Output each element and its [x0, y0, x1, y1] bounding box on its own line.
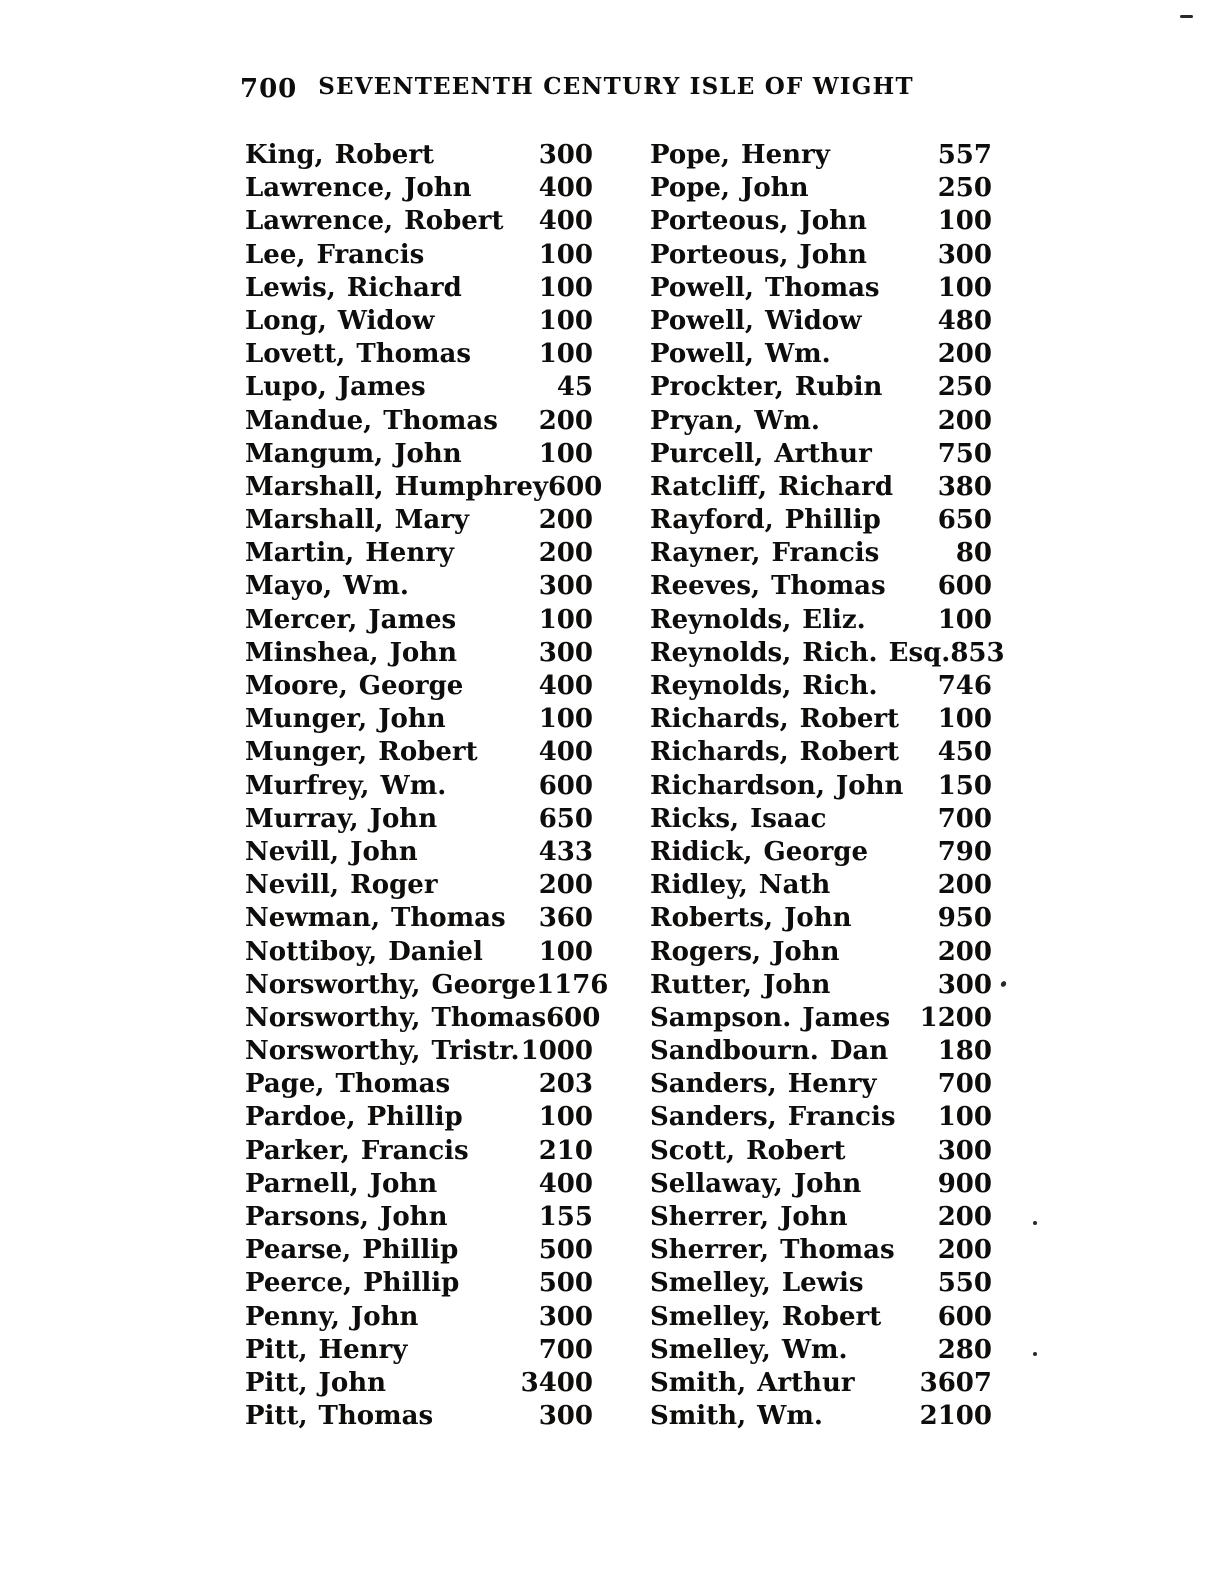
person-value: 200: [538, 538, 593, 569]
person-value: 500: [538, 1235, 593, 1266]
person-name: Nottiboy, Daniel: [245, 936, 483, 967]
person-name: Smelley, Wm.: [650, 1334, 848, 1365]
person-name: Ridick, George: [650, 836, 868, 867]
person-name: Newman, Thomas: [245, 903, 506, 934]
person-name: Pitt, Thomas: [245, 1401, 434, 1432]
table-row: [650, 637, 1005, 670]
person-value: 210: [538, 1135, 593, 1166]
table-row: [245, 1267, 593, 1300]
table-row: [650, 1234, 992, 1267]
person-value: 300: [937, 969, 992, 1000]
person-value: 100: [937, 704, 992, 735]
person-value: 200: [937, 405, 992, 436]
person-name: Porteous, John: [650, 239, 867, 270]
page-title: SEVENTEENTH CENTURY ISLE OF WIGHT: [318, 73, 914, 100]
table-row: [650, 438, 992, 471]
person-value: 2100: [919, 1401, 992, 1432]
person-name: Rutter, John: [650, 969, 831, 1000]
table-row: [650, 405, 992, 438]
person-value: 400: [538, 206, 593, 237]
person-value: 700: [937, 803, 992, 834]
table-row: [245, 1234, 593, 1267]
person-name: Lovett, Thomas: [245, 339, 471, 370]
person-name: Murfrey, Wm.: [245, 770, 447, 801]
table-row: [245, 1201, 593, 1234]
person-value: 280: [937, 1334, 992, 1365]
person-name: Smith, Arthur: [650, 1367, 855, 1398]
person-value: 500: [538, 1268, 593, 1299]
table-row: [245, 1135, 593, 1168]
person-value: 1000: [520, 1036, 593, 1067]
person-name: Roberts, John: [650, 903, 852, 934]
person-value: 100: [538, 1102, 593, 1133]
person-name: Smith, Wm.: [650, 1401, 823, 1432]
table-row: [650, 936, 992, 969]
person-value: 250: [937, 173, 992, 204]
person-name: Powell, Widow: [650, 305, 862, 336]
person-name: Pardoe, Phillip: [245, 1102, 463, 1133]
table-row: [245, 438, 593, 471]
table-row: [650, 1201, 992, 1234]
person-value: 300: [538, 571, 593, 602]
person-value: 100: [538, 936, 593, 967]
person-name: Murray, John: [245, 803, 438, 834]
person-name: Page, Thomas: [245, 1069, 451, 1100]
person-value: 557: [937, 140, 992, 170]
person-value: 360: [538, 903, 593, 934]
person-name: Lewis, Richard: [245, 272, 462, 303]
person-name: Nevill, Roger: [245, 870, 438, 901]
person-name: Mangum, John: [245, 438, 462, 469]
table-row: [245, 1068, 593, 1101]
table-row: [650, 803, 992, 836]
scan-artifact-dash: [1180, 15, 1193, 18]
table-row: [650, 272, 992, 305]
person-value: 950: [937, 903, 992, 934]
person-value: 200: [937, 1235, 992, 1266]
table-row: [245, 570, 593, 603]
person-name: Sherrer, Thomas: [650, 1235, 895, 1266]
table-row: [650, 902, 992, 935]
person-name: Parker, Francis: [245, 1135, 469, 1166]
person-value: 853: [950, 637, 1005, 668]
scan-artifact-speck: [1000, 980, 1008, 988]
table-row: [245, 1168, 593, 1201]
table-row: [650, 836, 992, 869]
person-name: Lawrence, John: [245, 173, 472, 204]
table-row: [650, 570, 992, 603]
table-row: [245, 371, 593, 404]
table-row: [650, 703, 992, 736]
person-name: Lee, Francis: [245, 239, 425, 270]
person-name: Parsons, John: [245, 1202, 448, 1232]
person-name: Parnell, John: [245, 1168, 438, 1199]
table-row: [245, 172, 593, 205]
table-row: [245, 1301, 593, 1334]
person-name: Reeves, Thomas: [650, 571, 886, 602]
table-row: [245, 1367, 593, 1400]
person-value: 100: [538, 339, 593, 370]
table-row: [245, 604, 593, 637]
table-row: [650, 1002, 992, 1035]
person-name: Richards, Robert: [650, 737, 900, 768]
person-name: Porteous, John: [650, 206, 867, 237]
table-row: [650, 504, 992, 537]
person-value: 600: [937, 571, 992, 602]
person-value: 100: [937, 206, 992, 237]
table-row: [650, 736, 992, 769]
table-row: [245, 902, 593, 935]
table-row: [245, 305, 593, 338]
table-row: [650, 1367, 992, 1400]
person-name: Penny, John: [245, 1301, 419, 1332]
person-value: 300: [538, 637, 593, 668]
table-row: [245, 1101, 593, 1134]
table-row: [650, 770, 992, 803]
table-row: [245, 205, 593, 238]
table-row: [650, 1334, 992, 1367]
person-name: Ridley, Nath: [650, 870, 831, 901]
person-name: Powell, Wm.: [650, 339, 831, 370]
person-value: 100: [538, 272, 593, 303]
table-row: [245, 770, 593, 803]
person-name: Moore, George: [245, 671, 464, 701]
person-value: 300: [937, 239, 992, 270]
table-row: [245, 338, 593, 371]
person-value: 600: [538, 770, 593, 801]
person-name: Smelley, Lewis: [650, 1268, 864, 1299]
person-value: 100: [538, 239, 593, 270]
person-name: King, Robert: [245, 140, 435, 170]
person-value: 200: [937, 936, 992, 967]
person-name: Rayford, Phillip: [650, 505, 881, 536]
person-value: 200: [937, 339, 992, 370]
table-row: [650, 969, 992, 1002]
table-row: [650, 1035, 992, 1068]
person-value: 3400: [520, 1367, 593, 1398]
person-value: 450: [937, 737, 992, 768]
person-name: Pryan, Wm.: [650, 405, 820, 436]
person-value: 100: [538, 604, 593, 635]
person-name: Rogers, John: [650, 936, 840, 967]
person-name: Pope, Henry: [650, 140, 830, 170]
person-name: Pearse, Phillip: [245, 1235, 459, 1266]
table-row: [650, 338, 992, 371]
person-value: 100: [538, 438, 593, 469]
person-value: 400: [538, 173, 593, 204]
scan-artifact-speck: [1033, 1352, 1037, 1356]
person-name: Reynolds, Rich. Esq.: [650, 637, 951, 668]
person-name: Long, Widow: [245, 305, 435, 336]
table-row: [650, 670, 992, 703]
table-row: [650, 205, 992, 238]
person-name: Ricks, Isaac: [650, 803, 827, 834]
table-row: [245, 272, 593, 305]
person-name: Prockter, Rubin: [650, 372, 883, 403]
page-header: [240, 70, 992, 104]
person-value: 203: [538, 1069, 593, 1100]
person-name: Mayo, Wm.: [245, 571, 409, 602]
person-name: Reynolds, Rich.: [650, 671, 878, 701]
person-name: Ratcliff, Richard: [650, 471, 894, 502]
person-value: 100: [538, 305, 593, 336]
person-value: 400: [538, 737, 593, 768]
person-value: 200: [937, 870, 992, 901]
left-column: [245, 139, 609, 1433]
table-row: [650, 1135, 992, 1168]
person-value: 180: [937, 1036, 992, 1067]
person-name: Marshall, Humphrey: [245, 471, 548, 502]
table-row: [650, 139, 992, 172]
person-value: 100: [937, 1102, 992, 1133]
person-name: Sanders, Henry: [650, 1069, 877, 1100]
table-row: [245, 703, 593, 736]
table-row: [245, 670, 593, 703]
table-row: [245, 537, 593, 570]
page-number: 700: [240, 74, 298, 104]
person-value: 746: [937, 671, 992, 701]
table-row: [245, 1002, 601, 1035]
table-row: [650, 1168, 992, 1201]
person-name: Powell, Thomas: [650, 272, 880, 303]
person-name: Lawrence, Robert: [245, 206, 504, 237]
person-value: 3607: [919, 1367, 992, 1398]
person-name: Nevill, John: [245, 836, 418, 867]
person-name: Sandbourn. Dan: [650, 1036, 889, 1067]
table-row: [245, 1400, 593, 1433]
person-name: Sampson. James: [650, 1002, 891, 1033]
person-name: Smelley, Robert: [650, 1301, 882, 1332]
person-value: 380: [937, 471, 992, 502]
person-value: 600: [937, 1301, 992, 1332]
person-value: 250: [937, 372, 992, 403]
person-value: 650: [538, 803, 593, 834]
person-value: 700: [538, 1334, 593, 1365]
person-value: 300: [937, 1135, 992, 1166]
person-value: 900: [937, 1168, 992, 1199]
person-value: 155: [538, 1202, 593, 1232]
person-value: 150: [937, 770, 992, 801]
table-row: [245, 803, 593, 836]
person-name: Richardson, John: [650, 770, 904, 801]
table-row: [650, 1400, 992, 1433]
person-value: 790: [937, 836, 992, 867]
person-name: Richards, Robert: [650, 704, 900, 735]
person-name: Mercer, James: [245, 604, 457, 635]
person-name: Norsworthy, George: [245, 969, 537, 1000]
person-name: Munger, Robert: [245, 737, 478, 768]
person-value: 600: [546, 1002, 601, 1033]
table-row: [245, 869, 593, 902]
table-row: [650, 1267, 992, 1300]
tithables-table: [245, 139, 1005, 1433]
table-row: [245, 139, 593, 172]
table-row: [245, 471, 603, 504]
person-value: 200: [937, 1202, 992, 1232]
person-value: 300: [538, 140, 593, 170]
person-name: Sellaway, John: [650, 1168, 862, 1199]
person-value: 750: [937, 438, 992, 469]
person-name: Reynolds, Eliz.: [650, 604, 866, 635]
person-name: Pitt, John: [245, 1367, 387, 1398]
person-value: 300: [538, 1401, 593, 1432]
person-name: Norsworthy, Thomas: [245, 1002, 547, 1033]
person-name: Munger, John: [245, 704, 446, 735]
table-row: [245, 504, 593, 537]
table-row: [650, 869, 992, 902]
person-value: 400: [538, 1168, 593, 1199]
person-value: 550: [937, 1268, 992, 1299]
person-name: Scott, Robert: [650, 1135, 846, 1166]
person-value: 480: [937, 305, 992, 336]
person-value: 433: [538, 836, 593, 867]
person-name: Sanders, Francis: [650, 1102, 896, 1133]
table-row: [245, 836, 593, 869]
table-row: [650, 1101, 992, 1134]
table-row: [650, 471, 992, 504]
person-name: Sherrer, John: [650, 1202, 848, 1232]
person-value: 80: [955, 538, 992, 569]
person-value: 100: [538, 704, 593, 735]
person-value: 600: [547, 471, 603, 502]
person-value: 200: [538, 870, 593, 901]
table-row: [245, 637, 593, 670]
person-value: 400: [538, 671, 593, 701]
person-name: Minshea, John: [245, 637, 458, 668]
table-row: [245, 239, 593, 272]
table-row: [245, 1334, 593, 1367]
table-row: [245, 969, 609, 1002]
person-value: 45: [556, 372, 593, 403]
person-value: 700: [937, 1069, 992, 1100]
person-name: Pitt, Henry: [245, 1334, 408, 1365]
table-row: [245, 936, 593, 969]
person-value: 200: [538, 505, 593, 536]
table-row: [245, 405, 593, 438]
person-name: Lupo, James: [245, 372, 426, 403]
table-row: [245, 736, 593, 769]
table-row: [650, 305, 992, 338]
person-value: 200: [538, 405, 593, 436]
scan-artifact-speck: [1033, 1221, 1037, 1225]
person-name: Mandue, Thomas: [245, 405, 498, 436]
person-name: Martin, Henry: [245, 538, 455, 569]
table-row: [245, 1035, 593, 1068]
person-name: Purcell, Arthur: [650, 438, 872, 469]
person-name: Rayner, Francis: [650, 538, 880, 569]
table-row: [650, 239, 992, 272]
person-value: 300: [538, 1301, 593, 1332]
person-name: Peerce, Phillip: [245, 1268, 460, 1299]
table-row: [650, 1068, 992, 1101]
right-column: [650, 139, 1005, 1433]
person-name: Marshall, Mary: [245, 505, 470, 536]
person-value: 100: [937, 272, 992, 303]
person-value: 650: [937, 505, 992, 536]
person-value: 1176: [536, 969, 609, 1000]
table-row: [650, 371, 992, 404]
person-name: Norsworthy, Tristr.: [245, 1036, 520, 1067]
person-value: 1200: [919, 1002, 992, 1033]
table-row: [650, 172, 992, 205]
table-row: [650, 604, 992, 637]
person-value: 100: [937, 604, 992, 635]
table-row: [650, 537, 992, 570]
table-row: [650, 1301, 992, 1334]
person-name: Pope, John: [650, 173, 809, 204]
